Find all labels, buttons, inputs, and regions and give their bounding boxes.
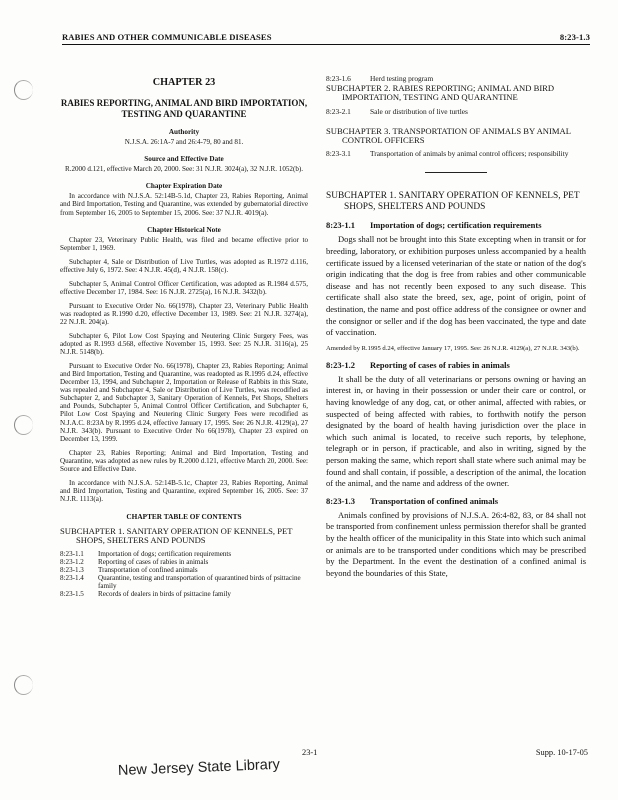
toc-entry-title: Reporting of cases of rabies in animals [98,557,209,566]
history-paragraph: Chapter 23, Veterinary Public Health, was filed and became effective prior to September 1, 1969. [60,235,308,252]
toc-entry-number: 8:23-1.2 [60,557,84,566]
toc-entry-title: Herd testing program [370,74,434,83]
expiration-label: Chapter Expiration Date [145,182,223,191]
header-section-number: 8:23-1.3 [559,32,590,42]
section-number: 8:23-1.3 [326,495,356,506]
toc-entry-number: 8:23-2.1 [326,107,351,117]
chapter-title: RABIES REPORTING, ANIMAL AND BIRD IMPORTATION, TESTING AND QUARANTINE [60,98,308,119]
history-paragraph: Subchapter 5, Animal Control Officer Certification, was adopted as R.1984 d.575, effective December 17, 1984. See: 16 N.J.R. 2725(a), 16 N.J.R. 3432(b). [60,279,308,296]
toc-entry-title: Transportation of animals by animal control officers; responsibility [370,148,569,158]
section-body: It shall be the duty of all veterinarians or persons owning or having an interest in, or having in their possession or under their care or control, or having knowledge of any dog, cat, or other animal, affected with rabies, or suspected of being affected with rabies, to forthwith notify the person designated by the board of health having jurisdiction over the place in which such animal is located, to receive such reports, by telephone, telegraph or in person, if practicable, and also in writing, signed by the person making the same, which report shall state where such animal may be found and shall contain, if possible, a description of the animal, the location of the animal, and the name and address of the owner. [326,373,586,489]
toc-entry-number: 8:23-1.4 [60,573,84,582]
section-number: 8:23-1.1 [326,220,356,231]
source-text: R.2000 d.121, effective March 20, 2000. See: 31 N.J.R. 3024(a), 32 N.J.R. 1052(b). [64,165,304,174]
toc-entry-number: 8:23-1.3 [60,565,84,574]
right-column [326,75,586,585]
toc-entry[interactable] [326,108,586,117]
supplement-date: Supp. 10-17-05 [535,748,588,757]
running-header [62,32,590,45]
toc-entry-title: Importation of dogs; certification requirements [98,549,232,558]
section-title: Transportation of confined animals [370,495,499,506]
history-paragraph: Pursuant to Executive Order No. 66(1978), Chapter 23, Veterinary Public Health was readopted as R.1990 d.20, effective December 13, 1989. See: 21 N.J.R. 3274(a), 22 N.J.R. 204(a). [60,301,308,326]
toc-entry-title: Records of dealers in birds of psittacine family [98,589,231,598]
binder-hole-mark [14,415,33,435]
history-paragraph: Pursuant to Executive Order No. 66(1978), Chapter 23, Rabies Reporting; Animal and Bird Importation, Testing and Quarantine, was readopted as R.1995 d.24, effective December 13, 1994, and Subchapter 2, Importation or Release of Rabbits in this State, was repealed and Subchapter 4, Sale or Distribution of Live Turtles, was recodified as Subchapter 2, and Subchapter 3, Sanitary Operation of Kennels, Pet Shops, Shelters and Pounds, Subchapter 5, Animal Control Officer Certification, and Subchapter 6, Pilot Low Cost Spaying and Neutering Clinic Surgery Fees were recodified as N.J.A.C. 8:23A by R.1995 d.24, effective January 17, 1995. See: 26 N.J.R. 4129(a), 27 N.J.R. 343(b). Pursuant to Executive Order No 66(1978), Chapter 23 expired on December 13, 1999. [60,362,308,443]
expiration-text: In accordance with N.J.S.A. 52:14B-5.1d, Chapter 23, Rabies Reporting, Animal and Bird Importation, Testing and Quarantine, was extended by gubernatorial directive from September 16, 2005 to September 15, 2006. See: 37 N.J.R. 4019(a). [60,192,308,217]
section-body: Animals confined by provisions of N.J.S.A. 26:4-82, 83, or 84 shall not be transported from confinement unless permission therefor shall be granted by the health officer of the municipality in this State into which such animal or animals are to be transported under conditions which may be prescribed by the Department. In the event the destination of a confined animal is beyond the boundaries of this State, [326,509,586,578]
authority-label: Authority [168,128,200,137]
section-number: 8:23-1.2 [326,359,356,370]
toc-entry-number: 8:23-3.1 [326,148,351,158]
toc-entry[interactable] [60,558,308,566]
toc-entry[interactable] [60,574,308,590]
section-title: Importation of dogs; certification requirements [370,220,542,231]
history-paragraph: Chapter 23, Rabies Reporting; Animal and Bird Importation, Testing and Quarantine, was adopted as new rules by R.2000 d.121, effective March 20, 2000. See: Source and Effective Date. [60,448,308,473]
toc-entry-title: Quarantine, testing and transportation of quarantined birds of psittacine family [98,573,301,590]
section-title: Reporting of cases of rabies in animals [370,359,510,370]
toc-entry-title: Transportation of confined animals [98,565,198,574]
history-label: Chapter Historical Note [147,225,221,234]
amendment-note: Amended by R.1995 d.24, effective January 17, 1995. See: 26 N.J.R. 4129(a), 27 N.J.R. 343(b). [326,344,580,352]
history-paragraph: Subchapter 6, Pilot Low Cost Spaying and Neutering Clinic Surgery Fees, was adopted as R.1993 d.568, effective November 15, 1993. See: 25 N.J.R. 3116(a), 25 N.J.R. 5148(b). [60,332,308,357]
toc-subchapter-heading: SUBCHAPTER 1. SANITARY OPERATION OF KENNELS, PET SHOPS, SHELTERS AND POUNDS [60,525,293,546]
toc-entry-number: 8:23-1.1 [60,549,84,558]
toc-heading: CHAPTER TABLE OF CONTENTS [126,511,242,521]
source-label: Source and Effective Date [144,155,224,164]
library-stamp: New Jersey State Library [117,756,281,779]
left-column [60,75,308,598]
section-heading [326,497,586,505]
binder-hole-mark [14,675,33,695]
history-paragraph: Subchapter 4, Sale or Distribution of Live Turtles, was adopted as R.1972 d.116, effective July 6, 1972. See: 4 N.J.R. 45(d), 4 N.J.R. 158(c). [60,257,308,274]
section-heading [326,221,586,229]
history-paragraph: In accordance with N.J.S.A. 52:14B-5.1c, Chapter 23, Rabies Reporting, Animal and Bird Importation, Testing and Quarantine, expired September 16, 2005. See: 37 N.J.R. 1113(a). [60,478,308,503]
page-number: 23-1 [302,748,318,757]
toc-entry[interactable] [60,566,308,574]
toc-subchapter-3-heading: SUBCHAPTER 3. TRANSPORTATION OF ANIMALS BY ANIMAL CONTROL OFFICERS [326,126,571,146]
header-title: RABIES AND OTHER COMMUNICABLE DISEASES [62,32,272,42]
chapter-number: CHAPTER 23 [152,77,216,88]
toc-entry[interactable] [60,550,308,558]
subchapter-1-heading: SUBCHAPTER 1. SANITARY OPERATION OF KENNELS, PET SHOPS, SHELTERS AND POUNDS [326,191,580,213]
toc-entry-number: 8:23-1.6 [326,74,351,83]
toc-entry-title: Sale or distribution of live turtles [370,107,468,117]
section-heading [326,361,586,369]
binder-hole-mark [14,80,33,100]
toc-subchapter-2-heading: SUBCHAPTER 2. RABIES REPORTING; ANIMAL AND BIRD IMPORTATION, TESTING AND QUARANTINE [326,82,555,102]
section-body: Dogs shall not be brought into this State excepting when in transit or for breeding, laboratory, or exhibition purposes unless accompanied by a health certificate issued by a licensed veterinarian of the state or nation of the dog's origin indicating that the dog is free from rabies and other communicable disease and has not recently been exposed to any such disease. This certificate shall also state the breed, sex, age, point of origin, point of destination, the name and post office address of the consignee or owner and the consignor or seller and if the dog has been vaccinated, the type and date of vaccination. [326,234,586,338]
toc-entry-number: 8:23-1.5 [60,589,84,598]
toc-entry[interactable] [326,150,586,159]
authority-text: N.J.S.A. 26:1A-7 and 26:4-79, 80 and 81. [124,138,244,147]
section-divider [425,172,487,173]
toc-entry[interactable] [60,590,308,598]
